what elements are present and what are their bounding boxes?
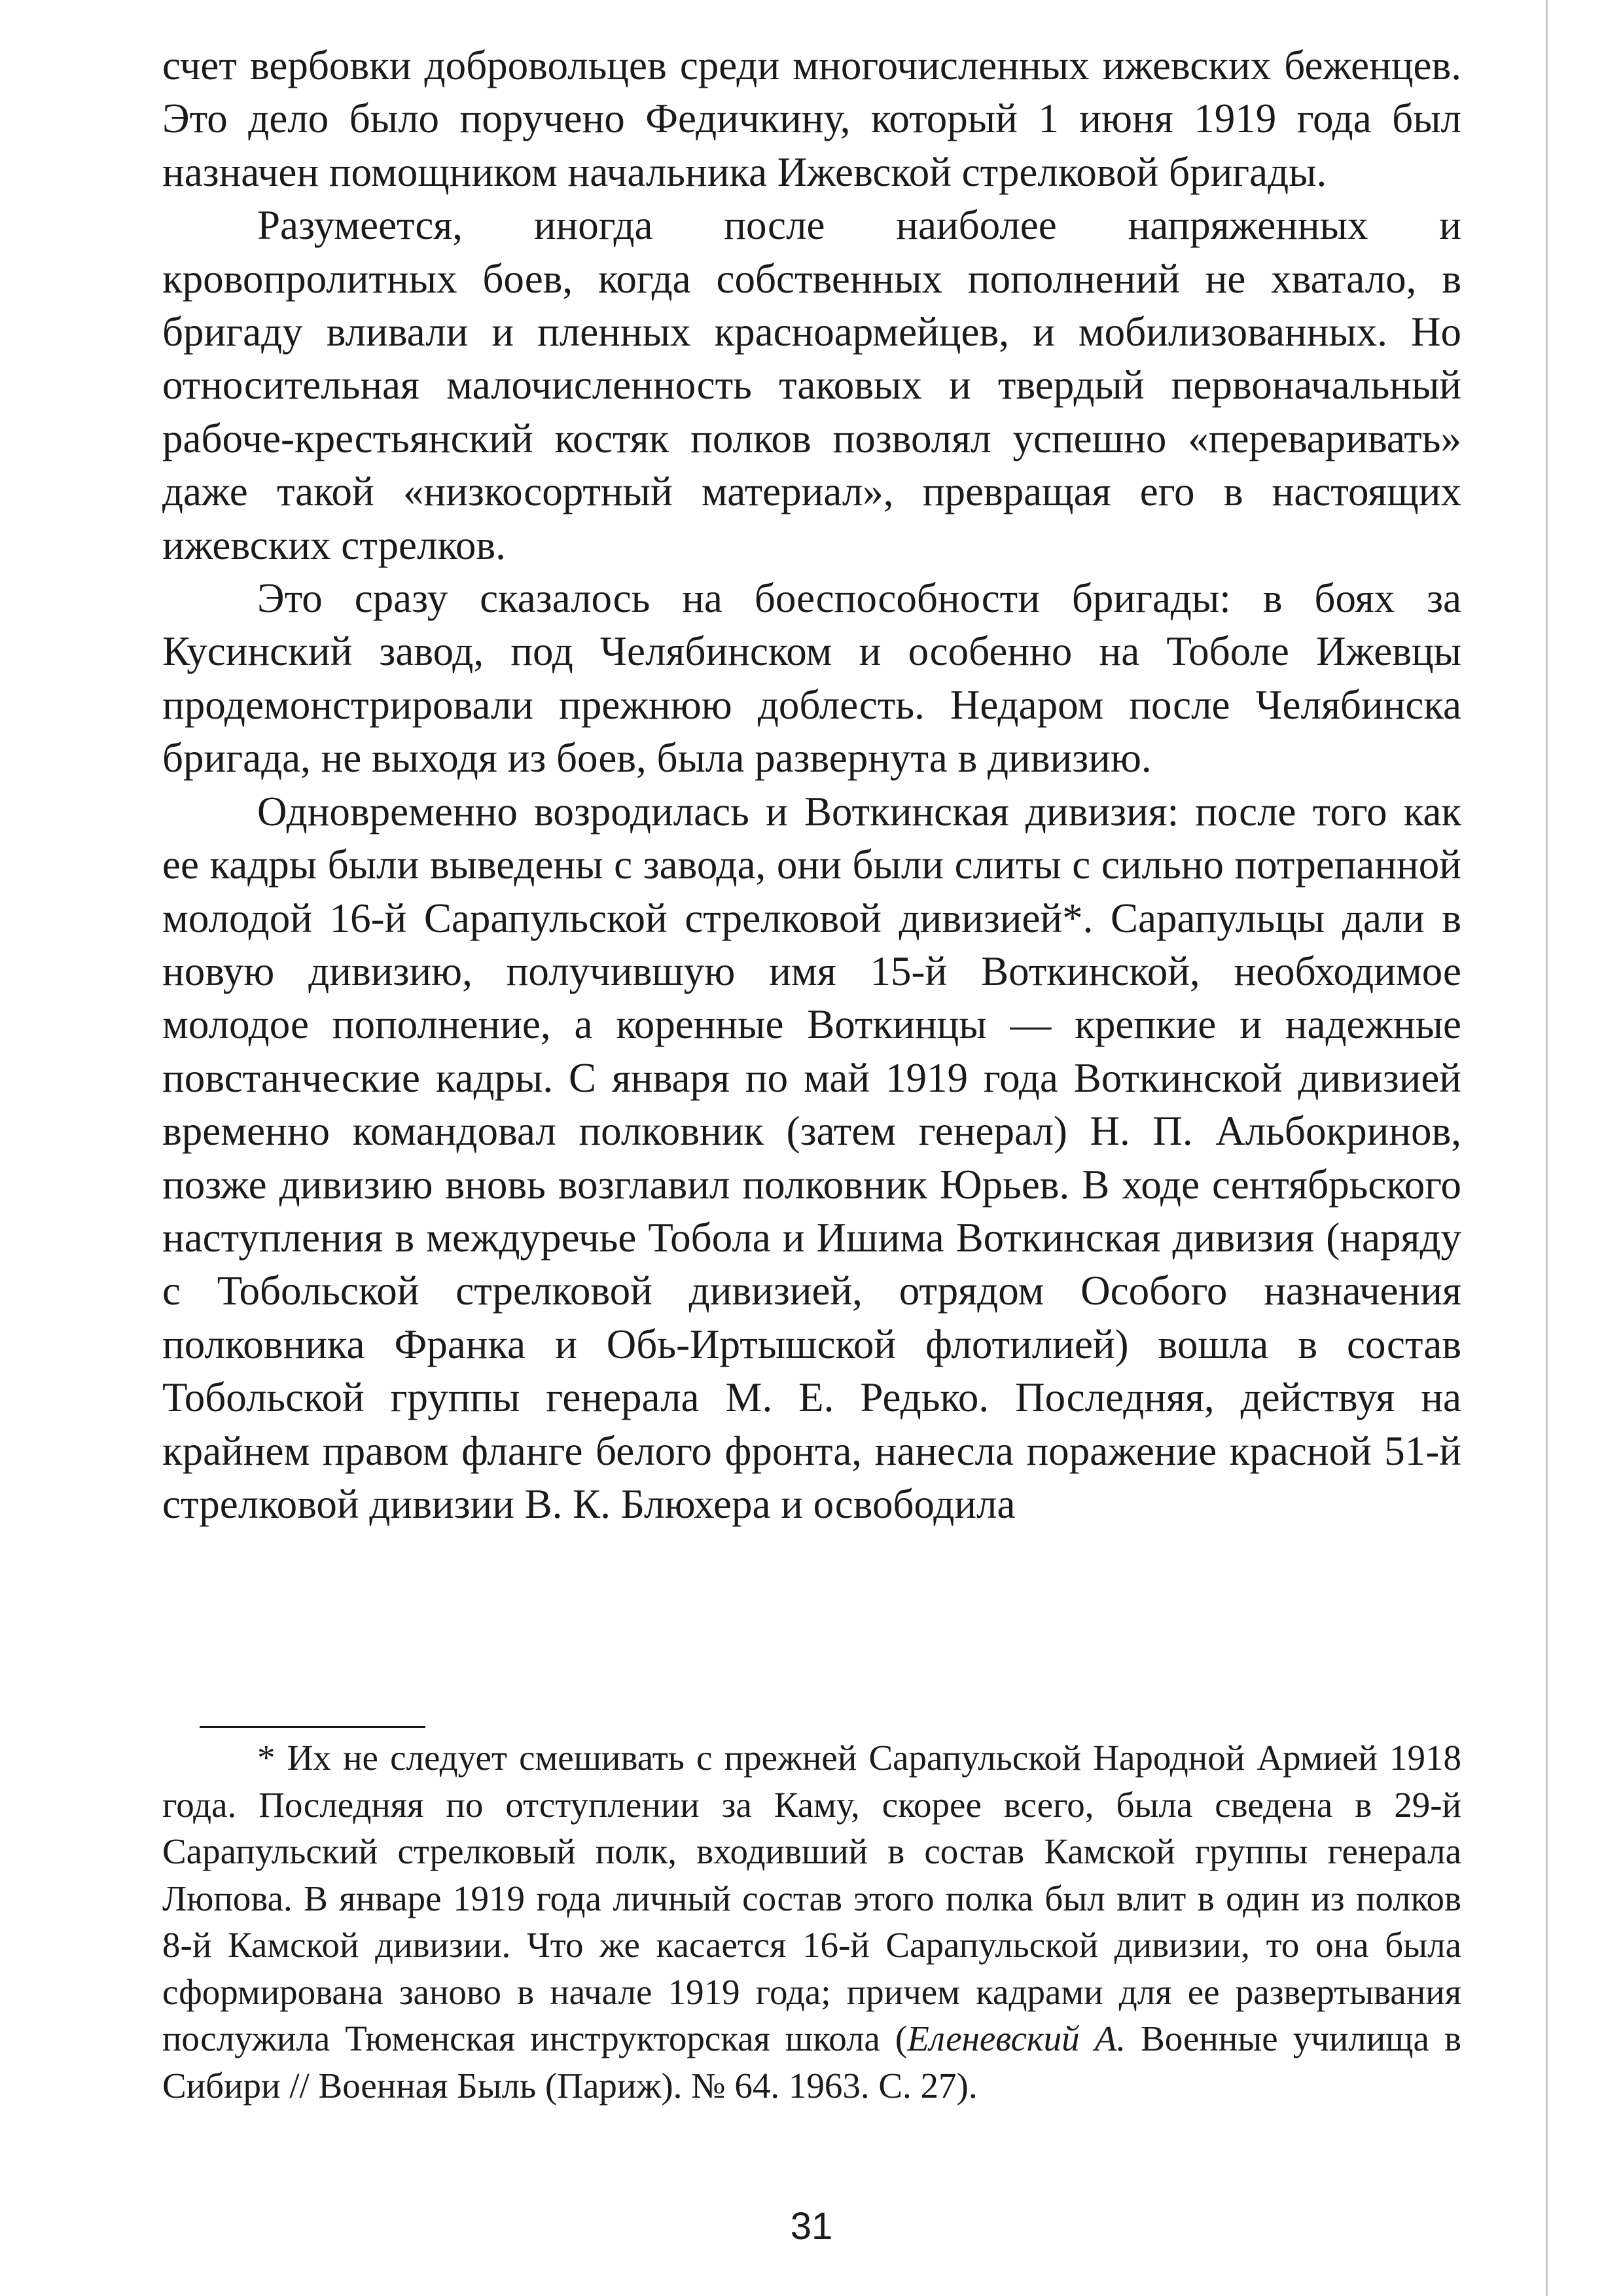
paragraph-4: Одновременно возродилась и Воткинская дивизия: после того как ее кадры были выведены с завода, они были слиты с сильно потрепанной молодой 16-й Сарапульской стрелковой дивизией*. Сарапульцы дали в новую дивизию, получившую имя 15-й Воткинской, необходимое молодое пополнение, а коренные Воткинцы — крепкие и надежные повстанческие кадры. С января по май 1919 года Воткинской дивизией временно командовал полковник (затем генерал) Н. П. Альбокринов, позже дивизию вновь возглавил полковник Юрьев. В ходе сентябрьского наступления в междуречье Тобола и Ишима Воткинская дивизия (наряду с Тобольской стрелковой дивизией, отрядом Особого назначения полковника Франка и Обь-Иртышской флотилией) вошла в состав Тобольской группы генерала М. Е. Редько. Последняя, действуя на крайнем правом фланге белого фронта, нанесла поражение красной 51-й стрелковой дивизии В. К. Блюхера и освободила bbox=[162, 788, 1461, 1527]
footnote-author: Еленевский А. bbox=[907, 2018, 1126, 2058]
page-number: 31 bbox=[790, 2205, 833, 2248]
main-text bbox=[162, 39, 1461, 1531]
footnote-text-end: Военные училища в Сибири // Военная Быль (Париж). № 64. 1963. С. 27). bbox=[162, 2018, 1461, 2106]
paragraph-2: Разумеется, иногда после наиболее напряженных и кровопролитных боев, когда собственных пополнений не хватало, в бригаду вливали и пленных красноармейцев, и мобилизованных. Но относительная малочисленность таковых и твердый первоначальный рабоче-крестьянский костяк полков позволял успешно «переваривать» даже такой «низкосортный материал», превращая его в настоящих ижевских стрелков. bbox=[162, 202, 1461, 568]
paragraph-3: Это сразу сказалось на боеспособности бригады: в боях за Кусинский завод, под Челябинском и особенно на Тоболе Ижевцы продемонстрировали прежнюю доблесть. Недаром после Челябинска бригада, не выходя из боев, была развернута в дивизию. bbox=[162, 575, 1461, 781]
page-edge-line bbox=[1546, 0, 1548, 2296]
page-body bbox=[162, 39, 1461, 1531]
footnote bbox=[162, 1734, 1461, 2109]
footnote-separator bbox=[200, 1726, 425, 1728]
footnote-text-start: * Их не следует смешивать с прежней Сарапульской Народной Армией 1918 года. Последняя по отступлении за Каму, скорее всего, была сведена в 29-й Сарапульский стрелковый полк, входивший в состав Камской группы генерала Люпова. В январе 1919 года личный состав этого полка был влит в один из полков 8-й Камской дивизии. Что же касается 16-й Сарапульской дивизии, то она была сформирована заново в начале 1919 года; причем кадрами для ее развертывания послужила Тюменская инструкторская школа ( bbox=[162, 1738, 1461, 2058]
paragraph-1: счет вербовки добровольцев среди многочисленных ижевских беженцев. Это дело было поручено Федичкину, который 1 июня 1919 года был назначен помощником начальника Ижевской стрелковой бригады. bbox=[162, 43, 1461, 195]
